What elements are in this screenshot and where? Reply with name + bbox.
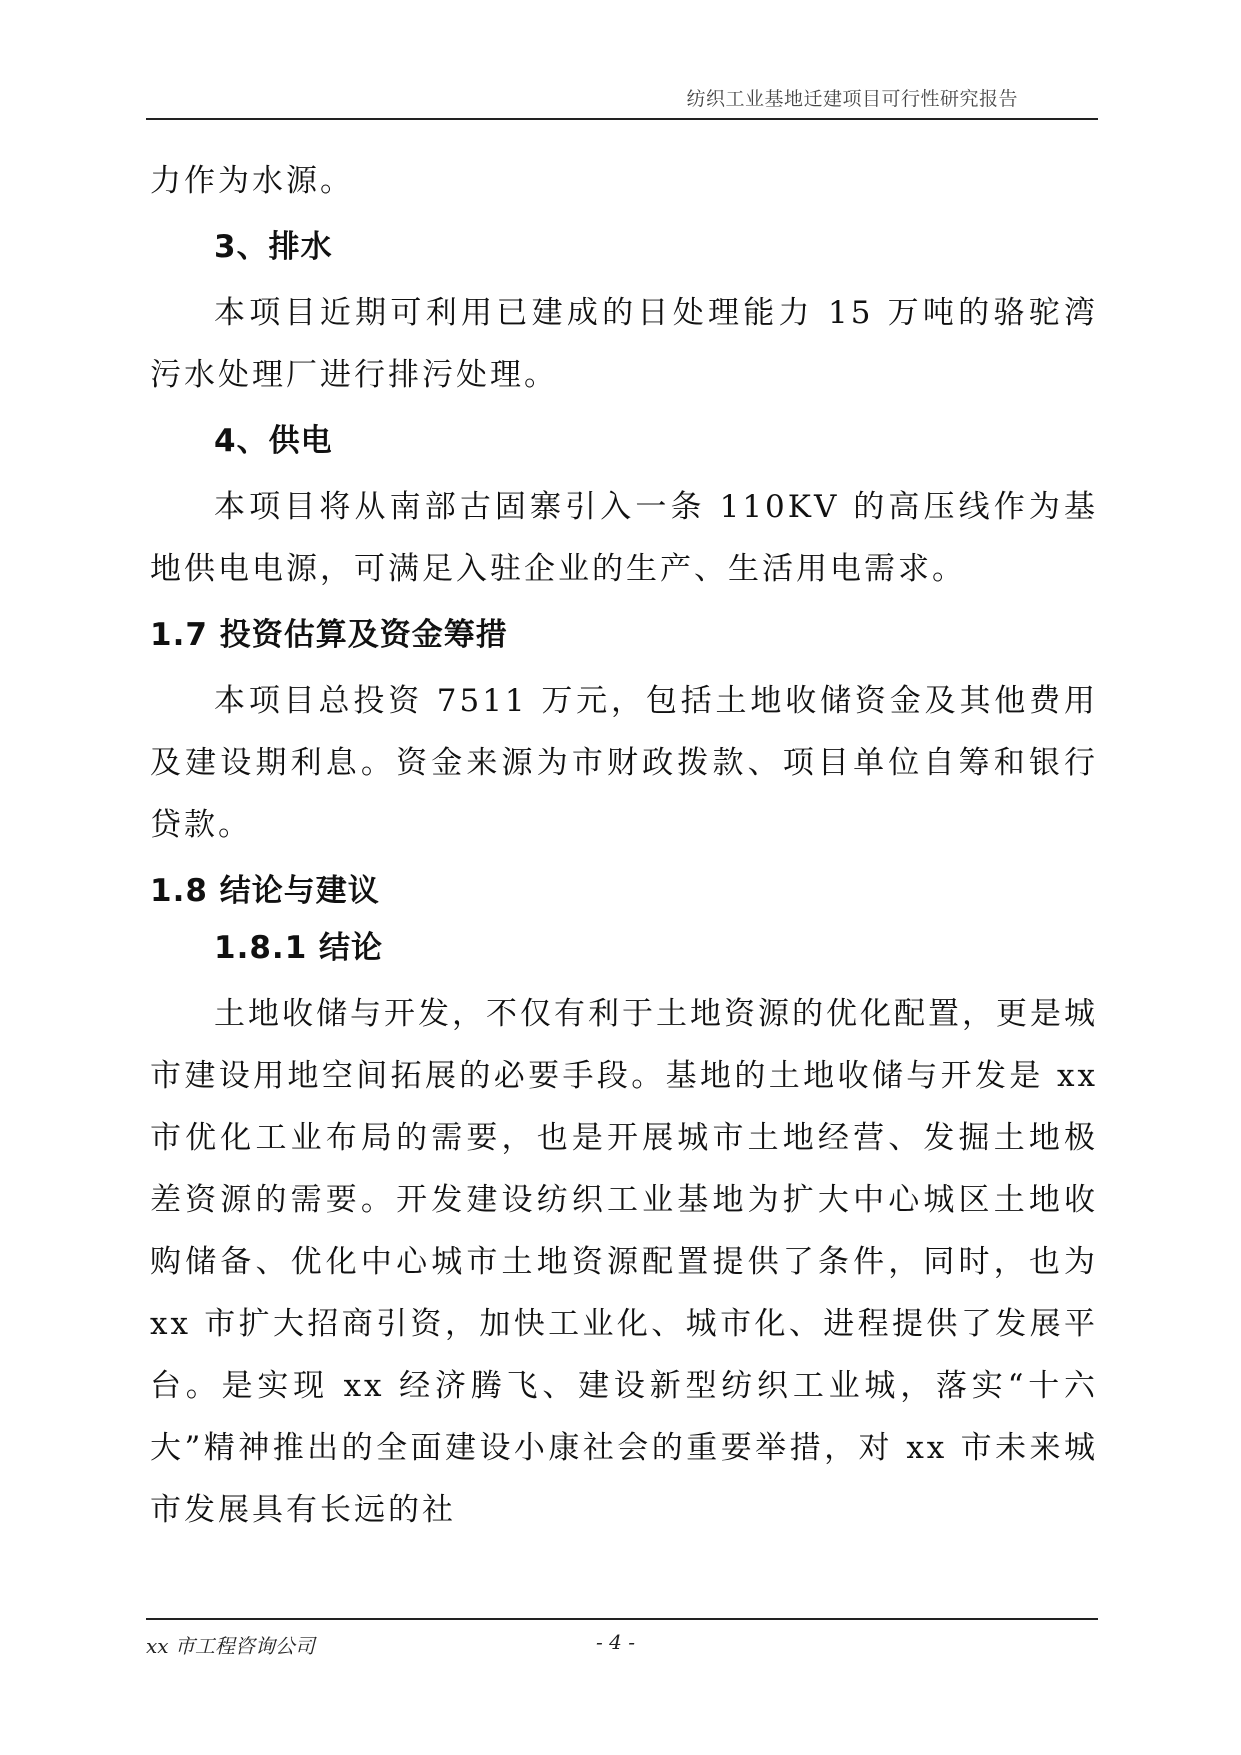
heading-power-supply: 4、供电 [214, 423, 333, 459]
heading-conclusion: 1.8.1 结论 [214, 930, 384, 966]
page-header [146, 84, 1098, 120]
paragraph-power-supply: 本项目将从南部古固寨引入一条 110KV 的高压线作为基地供电电源，可满足入驻企业的生产、生活用电需求。 [150, 489, 1098, 587]
paragraph-investment: 本项目总投资 7511 万元，包括土地收储资金及其他费用及建设期利息。资金来源为市财政拨款、项目单位自筹和银行贷款。 [150, 683, 1098, 843]
paragraph-water-source-continued: 力作为水源。 [150, 163, 354, 199]
page-content [150, 150, 1098, 1541]
page-footer [146, 1618, 1098, 1660]
paragraph-drainage: 本项目近期可利用已建成的日处理能力 15 万吨的骆驼湾污水处理厂进行排污处理。 [150, 295, 1098, 393]
footer-company: xx 市工程咨询公司 [146, 1634, 315, 1658]
heading-investment: 1.7 投资估算及资金筹措 [150, 617, 508, 653]
page-number: - 4 - [596, 1630, 635, 1654]
paragraph-conclusion: 土地收储与开发，不仅有利于土地资源的优化配置，更是城市建设用地空间拓展的必要手段。基地的土地收储与开发是 xx 市优化工业布局的需要，也是开展城市土地经营、发掘土地极差资源的需要。开发建设纺织工业基地为扩大中心城区土地收购储备、优化中心城市土地资源配置提供了条件，同时，也为 xx 市扩大招商引资，加快工业化、城市化、进程提供了发展平台。是实现 xx 经济腾飞、建设新型纺织工业城，落实“十六大”精神推出的全面建设小康社会的重要举措，对 xx 市未来城市发展具有长远的社 [150, 996, 1098, 1528]
heading-drainage: 3、排水 [214, 229, 333, 265]
heading-conclusions-and-suggestions: 1.8 结论与建议 [150, 873, 380, 909]
document-title: 纺织工业基地迁建项目可行性研究报告 [686, 88, 1018, 110]
